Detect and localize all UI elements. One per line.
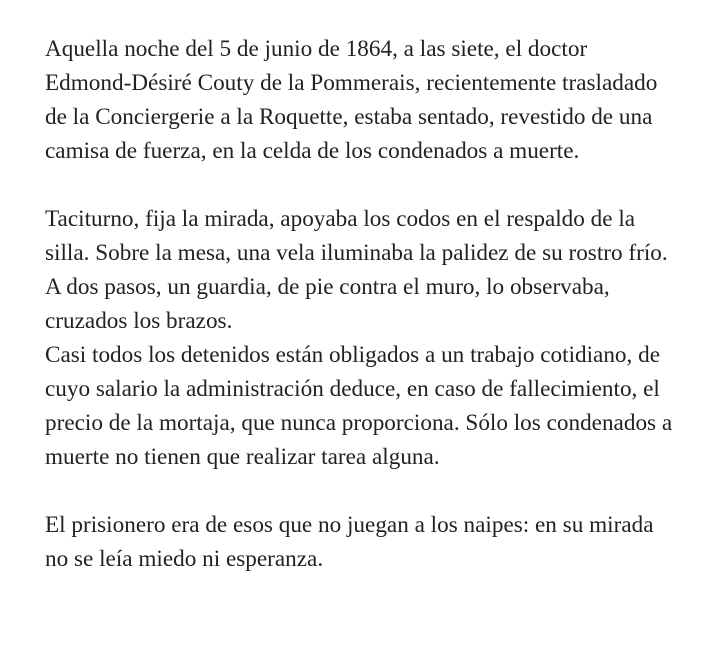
paragraph: El prisionero era de esos que no juegan a los naipes: en su mirada no se leía miedo ni esperanza. [45, 512, 654, 572]
paragraph: Casi todos los detenidos están obligados a un trabajo cotidiano, de cuyo salario la administración deduce, en caso de fallecimiento, el precio de la mortaja, que nunca proporciona. Sólo los condenados a muerte no tienen que realizar tarea alguna. [45, 342, 673, 470]
paragraph: Aquella noche del 5 de junio de 1864, a las siete, el doctor Edmond-Désiré Couty de la Pommerais, recientemente trasladado de la Conciergerie a la Roquette, estaba sentado, revestido de una camisa de fuerza, en la celda de los condenados a muerte. [45, 36, 658, 164]
paragraph: Taciturno, fija la mirada, apoyaba los codos en el respaldo de la silla. Sobre la mesa, una vela iluminaba la palidez de su rostro frío. A dos pasos, un guardia, de pie contra el muro, lo observaba, cruzados los brazos. [45, 206, 668, 334]
article-body [45, 32, 677, 576]
